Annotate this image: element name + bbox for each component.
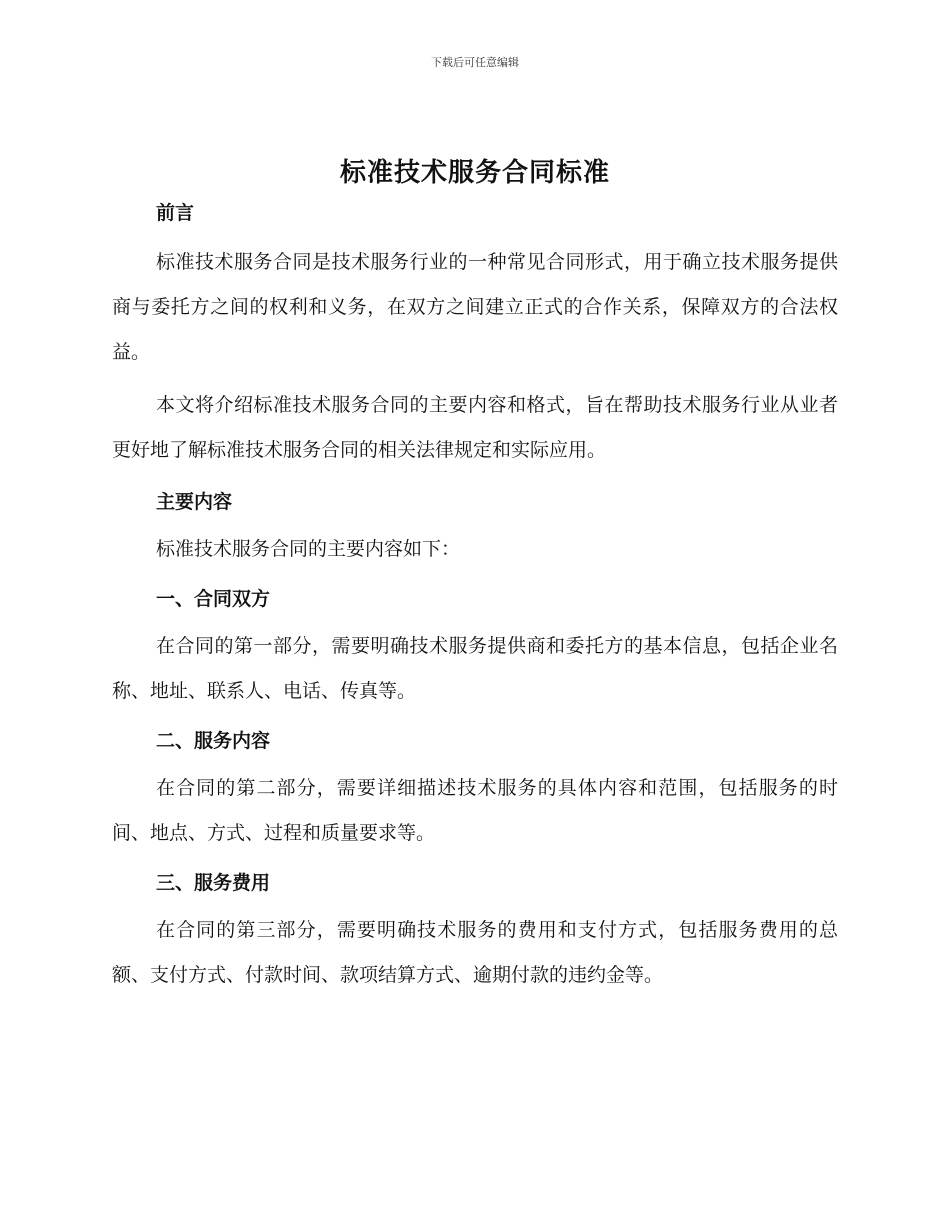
document-body [112, 198, 838, 998]
paragraph-preface-2: 本文将介绍标准技术服务合同的主要内容和格式，旨在帮助技术服务行业从业者更好地了解标准技术服务合同的相关法律规定和实际应用。 [112, 394, 838, 461]
heading-main-content: 主要内容 [156, 491, 233, 513]
paragraph-preface-1: 标准技术服务合同是技术服务行业的一种常见合同形式，用于确立技术服务提供商与委托方之间的权利和义务，在双方之间建立正式的合作关系，保障双方的合法权益。 [112, 251, 838, 363]
header-note: 下载后可任意编辑 [431, 56, 519, 69]
paragraph-section-2: 在合同的第二部分，需要详细描述技术服务的具体内容和范围，包括服务的时间、地点、方式、过程和质量要求等。 [112, 777, 838, 844]
document-title: 标准技术服务合同标准 [339, 158, 610, 188]
heading-section-1: 一、合同双方 [156, 588, 271, 610]
heading-section-3: 三、服务费用 [156, 872, 271, 894]
paragraph-section-3: 在合同的第三部分，需要明确技术服务的费用和支付方式，包括服务费用的总额、支付方式、付款时间、款项结算方式、逾期付款的违约金等。 [112, 919, 838, 986]
heading-preface: 前言 [156, 202, 195, 224]
heading-section-2: 二、服务内容 [156, 730, 271, 752]
paragraph-main-content: 标准技术服务合同的主要内容如下： [156, 538, 461, 560]
paragraph-section-1: 在合同的第一部分，需要明确技术服务提供商和委托方的基本信息，包括企业名称、地址、联系人、电话、传真等。 [112, 635, 838, 702]
